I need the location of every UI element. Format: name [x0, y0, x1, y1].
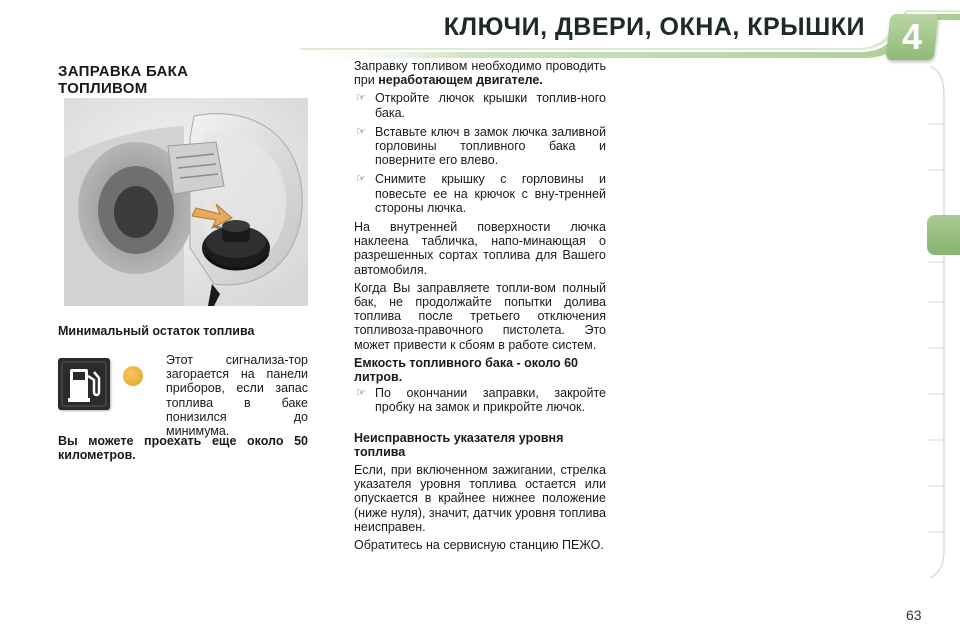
distance-note: Вы можете проехать еще около 50 километров. [58, 434, 308, 463]
page-number: 63 [906, 607, 922, 623]
tank-capacity: Емкость топливного бака - около 60 литров. [354, 355, 578, 385]
bullet-text: Вставьте ключ в замок лючка заливной горловины топливного бака и поверните его влево. [375, 124, 606, 168]
service-paragraph: Обратитесь на сервисную станцию ПЕЖО. [354, 538, 604, 553]
fault-heading: Неисправность указателя уровня топлива [354, 430, 564, 459]
pointing-hand-icon: ☞ [356, 173, 366, 186]
pointing-hand-icon: ☞ [356, 387, 366, 400]
fuel-filler-cap-photo [64, 98, 308, 306]
side-tab-active[interactable] [927, 215, 960, 255]
intro-paragraph [354, 59, 606, 87]
bullet-item [354, 386, 606, 414]
instructions-column [354, 59, 606, 556]
bullet-item [354, 125, 606, 168]
min-fuel-subheading: Минимальный остаток топлива [58, 324, 255, 338]
label-paragraph: На внутренней поверхности лючка наклеена табличка, напо-минающая о разрешенных сортах топлива для Вашего автомобиля. [354, 220, 606, 277]
fault-paragraph: Если, при включенном зажигании, стрелка указателя уровня топлива остается или опускается в крайнее нижнее положение (ниже нуля), значит, датчик уровня топлива неисправен. [354, 463, 606, 534]
section-title [58, 63, 188, 97]
warning-paragraph: Когда Вы заправляете топли-вом полный бак, не продолжайте попытки долива топлива после третьего отключения топливоза-правочного пистолета. Это может привести к сбоям в работе систем. [354, 280, 606, 352]
bullet-item [354, 91, 606, 119]
fuel-warning-lamp [123, 366, 143, 386]
lamp-description: Этот сигнализа-тор загорается на панели приборов, если запас топлива в баке понизился до минимума. [166, 353, 308, 439]
fuel-pump-icon [58, 358, 110, 410]
section-title-line1: ЗАПРАВКА БАКА [58, 63, 189, 80]
pointing-hand-icon: ☞ [356, 92, 366, 105]
bullet-text: По окончании заправки, закройте пробку на замок и прикройте лючок. [375, 386, 606, 415]
section-title-line2: ТОПЛИВОМ [58, 80, 148, 97]
intro-bold: неработающем двигателе. [378, 73, 543, 88]
intro-text: Заправку топливом необходимо проводить при [354, 59, 606, 88]
chapter-number: 4 [901, 16, 923, 57]
pointing-hand-icon: ☞ [356, 125, 366, 138]
chapter-title: КЛЮЧИ, ДВЕРИ, ОКНА, КРЫШКИ [443, 13, 865, 41]
chapter-badge [886, 14, 939, 60]
side-tab-rail [928, 66, 958, 578]
fuel-filler-illustration [64, 98, 308, 306]
side-rail-curve [928, 66, 958, 578]
bullet-item [354, 172, 606, 215]
bullet-text: Снимите крышку с горловины и повесьте ее на крючок с вну-тренней стороны лючка. [375, 172, 606, 215]
bullet-text: Откройте лючок крышки топлив-ного бака. [375, 91, 606, 120]
fuel-pump-glyph [58, 358, 110, 410]
